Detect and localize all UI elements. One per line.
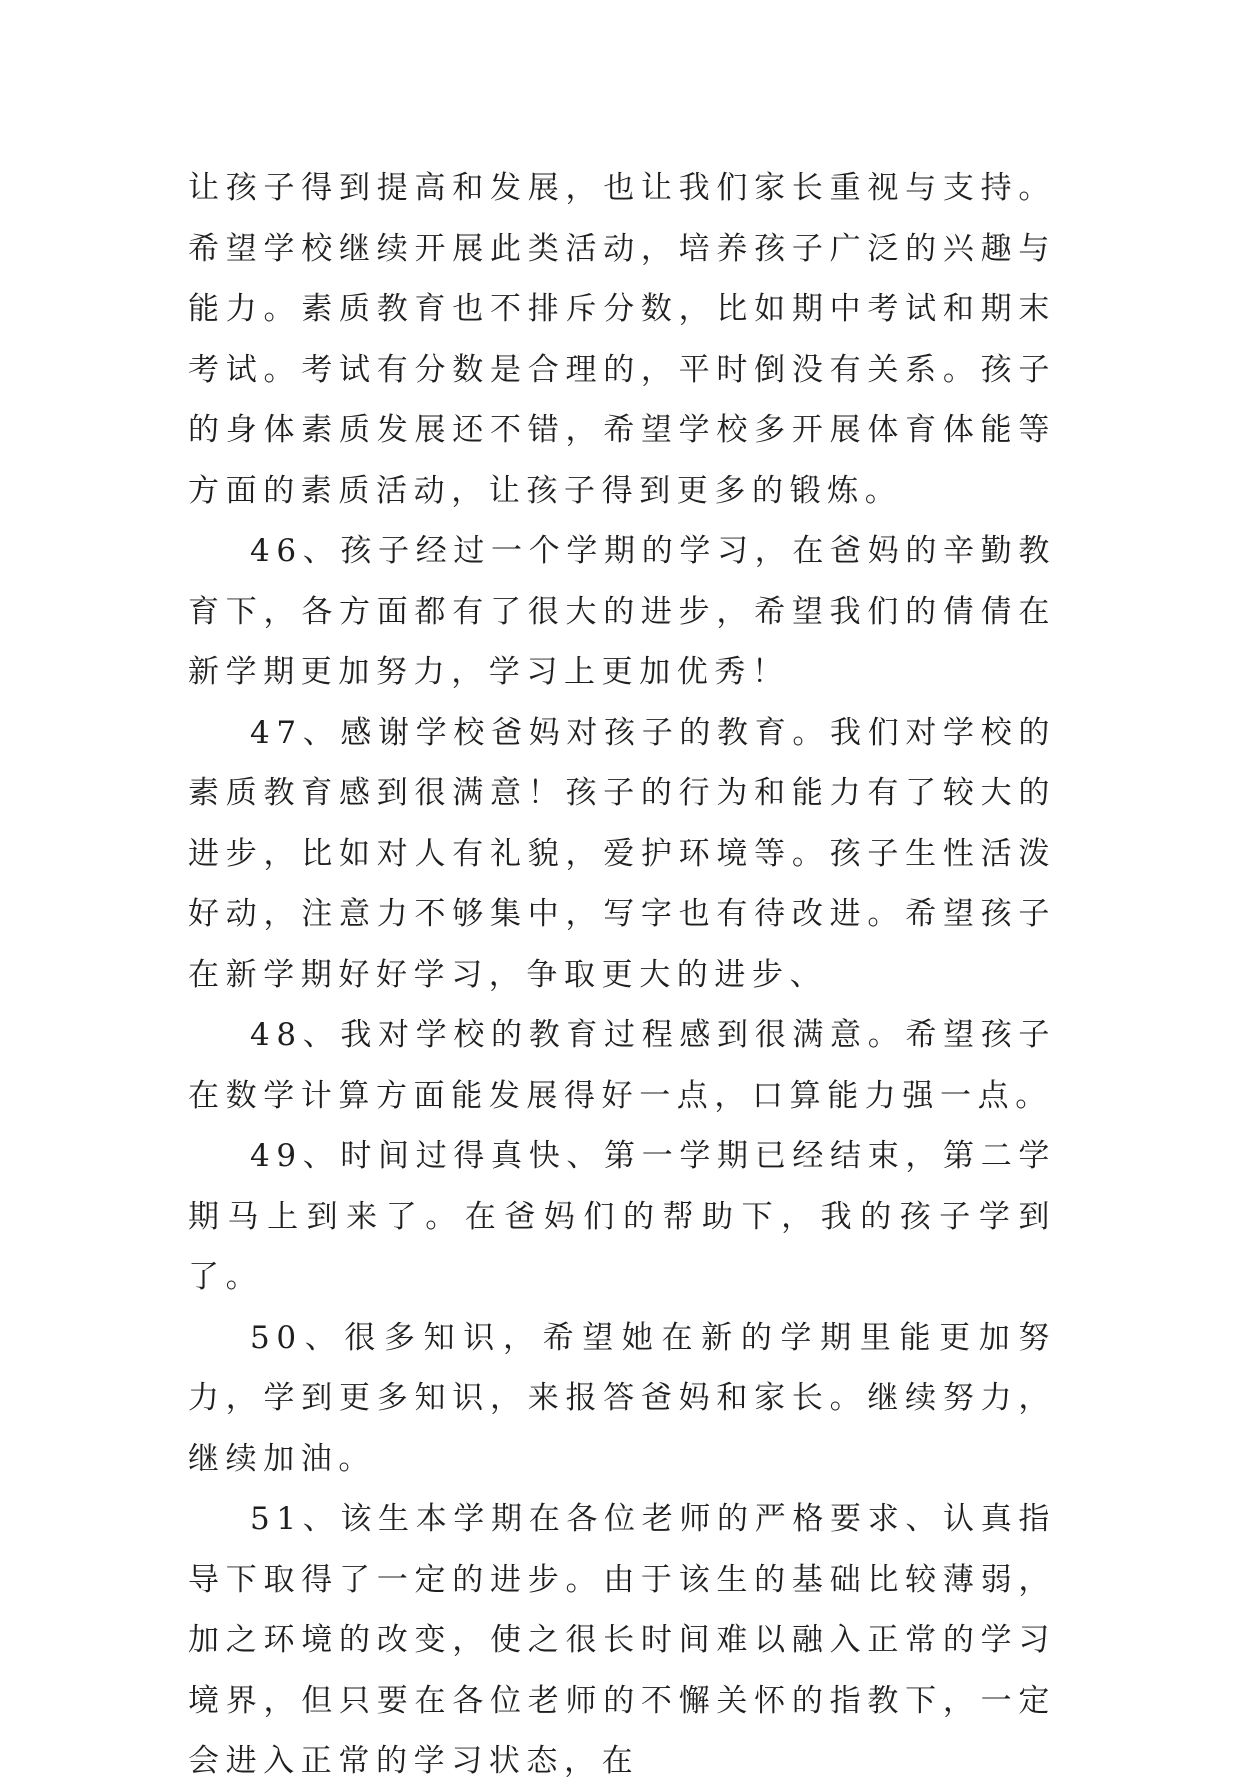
paragraph-51: 51、该生本学期在各位老师的严格要求、认真指导下取得了一定的进步。由于该生的基础比较薄弱，加之环境的改变，使之很长时间难以融入正常的学习境界，但只要在各位老师的不懈关怀的指教下，一定会进入正常的学习状态，在 — [188, 1501, 1056, 1779]
paragraph-50: 50、很多知识，希望她在新的学期里能更加努力，学到更多知识，来报答爸妈和家长。继续努力，继续加油。 — [188, 1319, 1056, 1477]
paragraph-46: 46、孩子经过一个学期的学习，在爸妈的辛勤教育下，各方面都有了很大的进步，希望我们的倩倩在新学期更加努力，学习上更加优秀！ — [188, 533, 1056, 690]
paragraph-continuation: 让孩子得到提高和发展，也让我们家长重视与支持。希望学校继续开展此类活动，培养孩子广泛的兴趣与能力。素质教育也不排斥分数，比如期中考试和期末考试。考试有分数是合理的，平时倒没有关系。孩子的身体素质发展还不错，希望学校多开展体育体能等方面的素质活动，让孩子得到更多的锻炼。 — [188, 170, 1056, 509]
paragraph-49: 49、时间过得真快、第一学期已经结束，第二学期马上到来了。在爸妈们的帮助下，我的孩子学到了。 — [188, 1138, 1056, 1295]
document-body — [188, 158, 1056, 1792]
paragraph-48: 48、我对学校的教育过程感到很满意。希望孩子在数学计算方面能发展得好一点，口算能力强一点。 — [188, 1017, 1056, 1114]
paragraph-47: 47、感谢学校爸妈对孩子的教育。我们对学校的素质教育感到很满意！孩子的行为和能力有了较大的进步，比如对人有礼貌，爱护环境等。孩子生性活泼好动，注意力不够集中，写字也有待改进。希望孩子在新学期好好学习，争取更大的进步、 — [188, 714, 1056, 993]
